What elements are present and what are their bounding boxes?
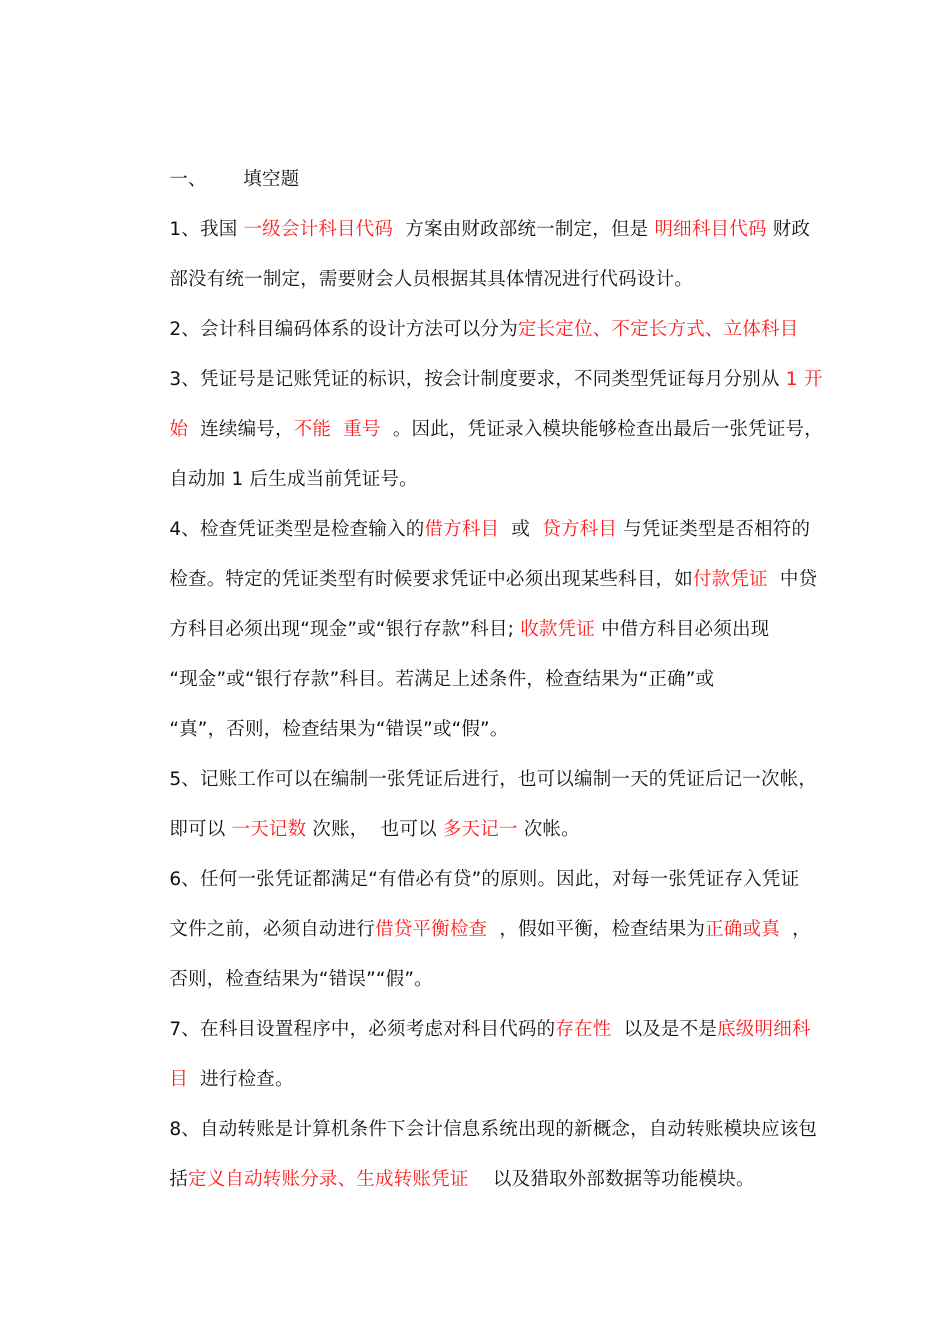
answer-text: 定义自动转账分录、生成转账凭证	[188, 1169, 469, 1190]
answer-text: 借方科目	[424, 519, 500, 540]
question-4-line-5: “真”，否则，检查结果为“错误”或“假”。	[169, 719, 509, 740]
answer-text: 始	[169, 419, 189, 440]
answer-text: 目	[169, 1069, 189, 1090]
answer-text: 明细科目代码	[654, 219, 767, 240]
answer-text: 付款凭证	[692, 569, 768, 590]
question-7-line-1: 7、在科目设置程序中，必须考虑对科目代码的存在性 以及是不是底级明细科	[169, 1019, 811, 1040]
section-heading: 一、 填空题	[169, 169, 300, 190]
answer-text: 存在性	[555, 1019, 612, 1040]
question-4-line-4: “现金”或“银行存款”科目。若满足上述条件，检查结果为“正确”或	[169, 669, 715, 690]
answer-text: 1 开	[785, 369, 823, 390]
question-4-line-2: 检查。特定的凭证类型有时候要求凭证中必须出现某些科目，如付款凭证 中贷	[169, 569, 818, 590]
question-6-line-3: 否则，检查结果为“错误”“假”。	[169, 969, 433, 990]
answer-text: 正确或真	[705, 919, 780, 940]
question-7-line-2: 目 进行检查。	[169, 1069, 294, 1090]
answer-text: 定长定位、不定长方式、立体科目	[517, 319, 799, 340]
question-5-line-1: 5、记账工作可以在编制一张凭证后进行，也可以编制一天的凭证后记一次帐，	[169, 769, 818, 790]
answer-text: 底级明细科	[717, 1019, 811, 1040]
question-2-line-1: 2、会计科目编码体系的设计方法可以分为定长定位、不定长方式、立体科目	[169, 319, 799, 340]
answer-text: 一级会计科目代码	[243, 219, 394, 240]
answer-text: 收款凭证	[520, 619, 595, 640]
answer-text: 不能 重号	[293, 419, 381, 440]
question-4-line-3: 方科目必须出现“现金”或“银行存款”科目; 收款凭证 中借方科目必须出现	[169, 619, 770, 640]
question-3-line-2: 始 连续编号，不能 重号 。因此，凭证录入模块能够检查出最后一张凭证号，	[169, 419, 823, 440]
question-4-line-1: 4、检查凭证类型是检查输入的借方科目 或 贷方科目 与凭证类型是否相符的	[169, 519, 811, 540]
question-8-line-2: 括定义自动转账分录、生成转账凭证 以及猎取外部数据等功能模块。	[169, 1169, 755, 1190]
question-5-line-2: 即可以 一天记数 次账， 也可以 多天记一 次帐。	[169, 819, 580, 840]
answer-text: 多天记一	[442, 819, 518, 840]
question-1-line-2: 部没有统一制定，需要财会人员根据其具体情况进行代码设计。	[169, 269, 693, 290]
question-6-line-2: 文件之前，必须自动进行借贷平衡检查 ，假如平衡，检查结果为正确或真 ，	[169, 919, 811, 940]
question-6-line-1: 6、任何一张凭证都满足“有借必有贷”的原则。因此，对每一张凭证存入凭证	[169, 869, 800, 890]
question-3-line-1: 3、凭证号是记账凭证的标识，按会计制度要求，不同类型凭证每月分别从 1 开	[169, 369, 823, 390]
answer-text: 贷方科目	[542, 519, 618, 540]
question-8-line-1: 8、自动转账是计算机条件下会计信息系统出现的新概念，自动转账模块应该包	[169, 1119, 818, 1140]
question-3-line-3: 自动加 1 后生成当前凭证号。	[169, 469, 418, 490]
answer-text: 一天记数	[231, 819, 307, 840]
question-1-line-1: 1、我国 一级会计科目代码 方案由财政部统一制定，但是 明细科目代码 财政	[169, 219, 811, 240]
answer-text: 借贷平衡检查	[375, 919, 488, 940]
